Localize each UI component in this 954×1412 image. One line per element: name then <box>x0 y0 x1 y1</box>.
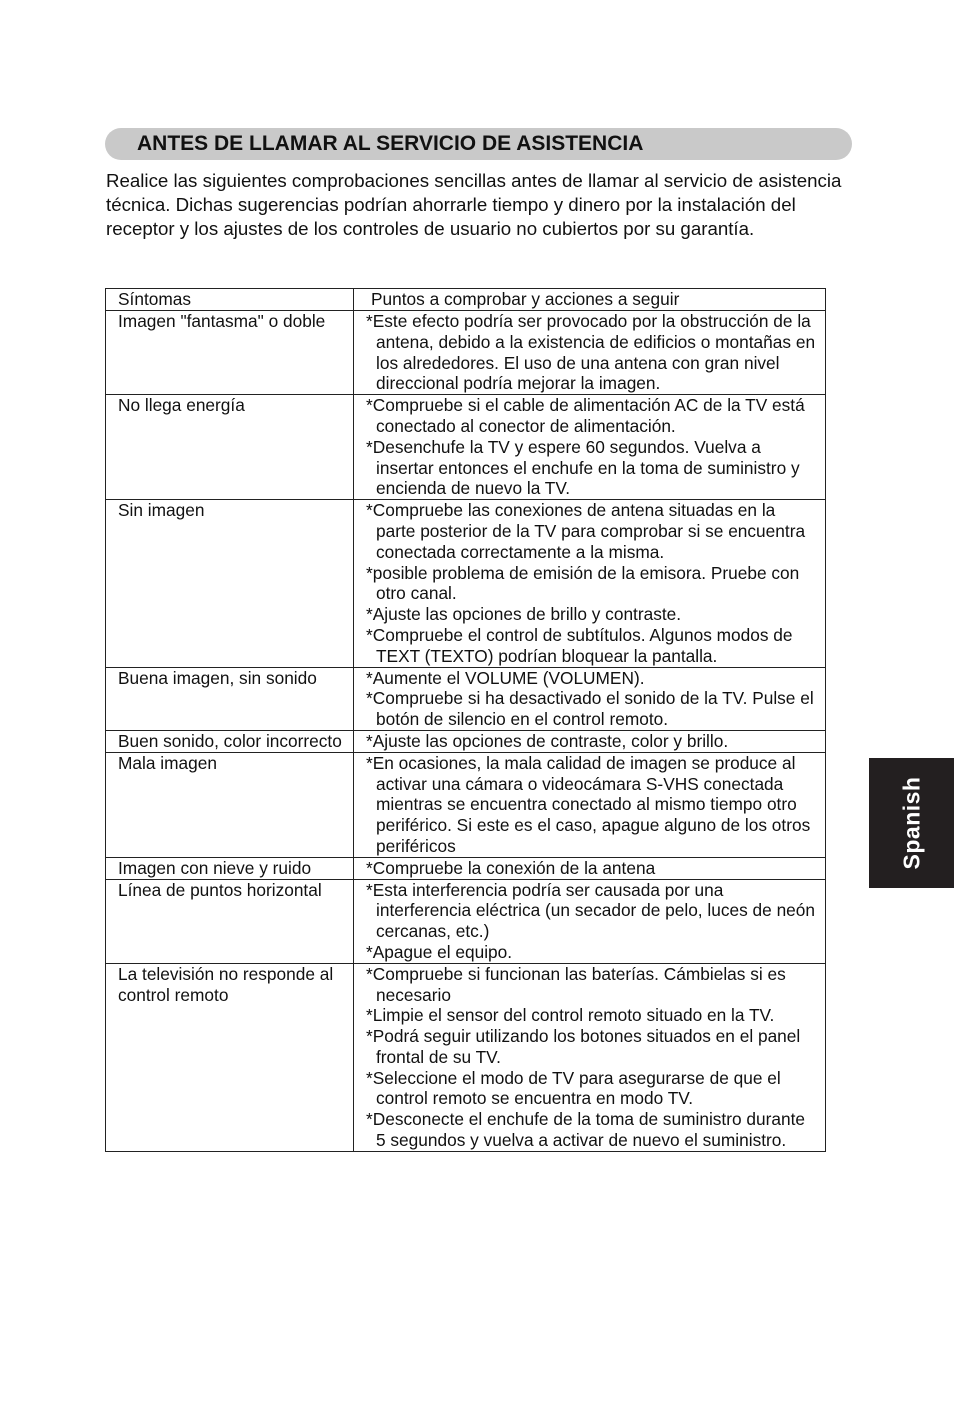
symptom-cell: Imagen "fantasma" o doble <box>106 311 354 395</box>
actions-cell <box>354 500 826 667</box>
table-row <box>106 500 826 667</box>
header-symptoms: Síntomas <box>106 289 354 311</box>
symptom-cell: Imagen con nieve y ruido <box>106 857 354 879</box>
action-item: *Compruebe el control de subtítulos. Algunos modos de TEXT (TEXTO) podrían bloquear la pantalla. <box>366 624 793 666</box>
action-item: *Compruebe las conexiones de antena situadas en la parte posterior de la TV para comprobar si se encuentra conectada correctamente a la misma. <box>366 500 806 562</box>
actions-cell <box>354 857 826 879</box>
table-row <box>106 311 826 395</box>
action-item: *Ajuste las opciones de contraste, color y brillo. <box>366 730 729 751</box>
table-row <box>106 667 826 730</box>
table-row <box>106 395 826 500</box>
action-item: *Apague el equipo. <box>366 941 513 962</box>
language-tab-label: Spanish <box>898 776 924 870</box>
action-item: *Podrá seguir utilizando los botones situados en el panel frontal de su TV. <box>366 1026 801 1067</box>
symptom-cell: Buen sonido, color incorrecto <box>106 730 354 752</box>
actions-cell <box>354 395 826 500</box>
action-item: *Seleccione el modo de TV para asegurarse de que el control remoto se encuentra en modo TV. <box>366 1067 781 1109</box>
symptom-cell: Mala imagen <box>106 752 354 857</box>
actions-cell <box>354 879 826 963</box>
section-header-bar <box>105 128 852 160</box>
table-row <box>106 857 826 879</box>
action-item: *Limpie el sensor del control remoto situado en la TV. <box>366 1005 775 1026</box>
actions-cell <box>354 752 826 857</box>
action-item: *Compruebe si el cable de alimentación AC de la TV está conectado al conector de alimentación. <box>366 395 805 436</box>
action-item: *Desconecte el enchufe de la toma de suministro durante 5 segundos y vuelva a activar de nuevo el suministro. <box>366 1109 806 1151</box>
actions-cell <box>354 963 826 1151</box>
section-title: ANTES DE LLAMAR AL SERVICIO DE ASISTENCIA <box>137 132 644 155</box>
actions-cell <box>354 730 826 752</box>
action-item: *Desenchufe la TV y espere 60 segundos. Vuelva a insertar entonces el enchufe en la toma de suministro y encienda de nuevo la TV. <box>366 436 800 499</box>
symptom-cell: Sin imagen <box>106 500 354 667</box>
action-item: *Compruebe si ha desactivado el sonido de la TV. Pulse el botón de silencio en el control remoto. <box>366 688 814 730</box>
table-row <box>106 963 826 1151</box>
symptom-cell: No llega energía <box>106 395 354 500</box>
action-item: *Compruebe si funcionan las baterías. Cámbielas si es necesario <box>366 963 786 1005</box>
actions-cell <box>354 667 826 730</box>
action-item: *Aumente el VOLUME (VOLUMEN). <box>366 667 645 688</box>
symptom-cell: La televisión no responde al control remoto <box>106 963 354 1151</box>
troubleshooting-table <box>105 288 826 1152</box>
language-tab <box>869 758 954 888</box>
action-item: *Esta interferencia podría ser causada por una interferencia eléctrica (un secador de pelo, luces de neón cercanas, etc.) <box>366 879 816 942</box>
action-item: *Compruebe la conexión de la antena <box>366 857 656 878</box>
table-header-row <box>106 289 826 311</box>
symptom-cell: Línea de puntos horizontal <box>106 879 354 963</box>
action-item: *posible problema de emisión de la emisora. Pruebe con otro canal. <box>366 562 800 604</box>
actions-cell <box>354 311 826 395</box>
table-row <box>106 730 826 752</box>
action-item: *Este efecto podría ser provocado por la obstrucción de la antena, debido a la existencia de edificios o montañas en los alrededores. El uso de una antena con gran nivel direccional podría mejorar la imagen. <box>366 311 816 394</box>
action-item: *En ocasiones, la mala calidad de imagen se produce al activar una cámara o videocámara S-VHS conectada mientras se encuentra conectado al mismo tiempo otro periférico. Si este es el caso, apague alguno de los otros periféricos <box>366 752 811 856</box>
symptom-cell: Buena imagen, sin sonido <box>106 667 354 730</box>
intro-paragraph: Realice las siguientes comprobaciones sencillas antes de llamar al servicio de asistencia técnica. Dichas sugerencias podrían ahorrarle tiempo y dinero por la instalación del receptor y los ajustes de los controles de usuario no cubiertos por su garantía. <box>106 170 842 239</box>
table-row <box>106 879 826 963</box>
header-actions: Puntos a comprobar y acciones a seguir <box>354 289 826 311</box>
action-item: *Ajuste las opciones de brillo y contraste. <box>366 604 682 625</box>
table-row <box>106 752 826 857</box>
